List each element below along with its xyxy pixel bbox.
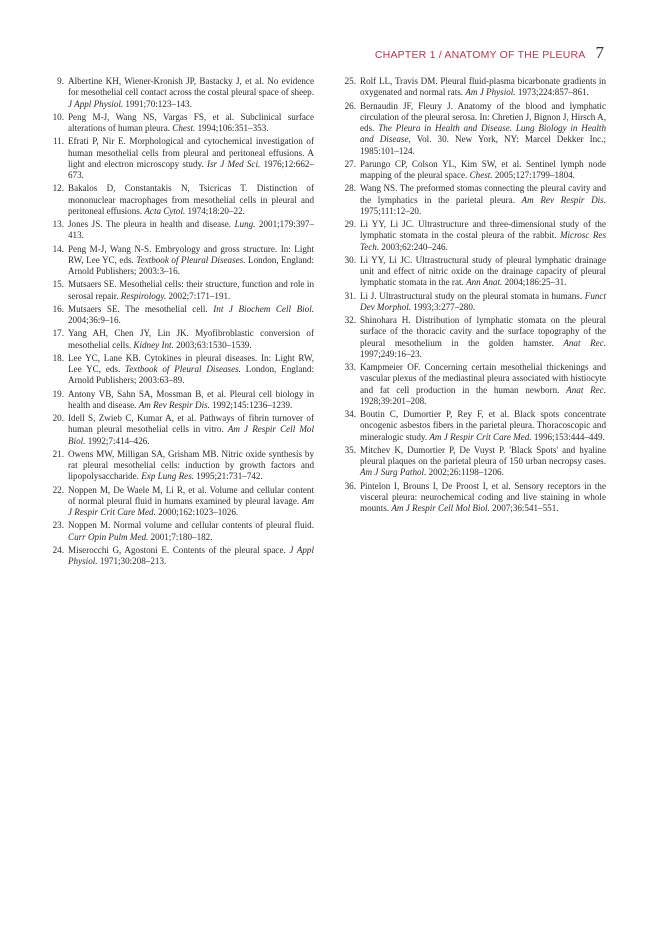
reference-citation: Mitchev K, Dumortier P, De Vuyst P. 'Black Spots' and hyaline pleural plaques on the parietal pleura of 150 urban necropsy cases. <box>360 444 606 466</box>
reference-item <box>50 545 314 568</box>
reference-locator: 1973;224:857–861. <box>515 87 589 98</box>
reference-text <box>360 255 606 289</box>
reference-locator: London, England: Arnold Publishers; 2003:63–89. <box>68 364 314 386</box>
reference-locator: 1997;249:16–23. <box>360 348 422 359</box>
reference-text <box>360 183 606 217</box>
reference-text <box>68 485 314 519</box>
reference-number: 26. <box>344 100 356 111</box>
reference-locator: 1994;106:351–353. <box>195 123 269 133</box>
reference-number: 24. <box>52 544 64 555</box>
reference-citation: Pintelon I, Brouns I, De Proost I, et al. Sensory receptors in the visceral pleura: neurochemical coding and live staining in whole mounts. <box>360 480 606 513</box>
reference-locator: 1992;145:1236–1239. <box>209 399 293 410</box>
reference-item <box>50 244 314 278</box>
reference-item <box>50 520 314 543</box>
reference-item <box>50 279 314 302</box>
reference-citation: Antony VB, Sahn SA, Mossman B, et al. Pleural cell biology in health and disease. <box>68 388 314 410</box>
reference-item <box>50 328 314 351</box>
reference-locator: 1976;12:662–673. <box>68 158 314 180</box>
reference-number: 21. <box>52 448 64 459</box>
reference-text <box>68 183 314 217</box>
reference-locator: 2005;127:1799–1804. <box>492 170 575 180</box>
reference-text <box>360 159 606 182</box>
reference-text <box>360 315 606 360</box>
reference-citation: Bakalos D, Constantakis N, Tsicricas T. Distinction of mononuclear macrophages from mesothelial cells in pleural and peritoneal effusions. <box>68 183 314 216</box>
reference-text <box>68 219 314 242</box>
reference-locator: 1991;70:123–143. <box>123 98 192 109</box>
reference-journal: Textbook of Pleural Diseases. <box>125 364 241 374</box>
reference-citation: Noppen M, De Waele M, Li R, et al. Volume and cellular content of normal pleural fluid in humans examined by pleural lavage. <box>68 484 314 506</box>
reference-journal: Am J Respir Crit Care Med. <box>68 495 314 517</box>
reference-locator: 1974;18:20–22. <box>185 205 245 216</box>
reference-citation: Albertine KH, Wiener-Kronish JP, Bastacky J, et al. No evidence for mesothelial cell contact across the costal pleural space of sheep. <box>68 76 314 98</box>
reference-locator: 2004;186:25–31. <box>502 277 567 288</box>
reference-locator: 1928;39:201–208. <box>360 395 427 406</box>
reference-citation: Mutsaers SE. Mesothelial cells: their structure, function and role in serosal repair. <box>68 279 314 301</box>
reference-citation: Miserocchi G, Agostoni E. Contents of the pleural space. <box>68 544 290 555</box>
reference-locator: 1996;153:444–449. <box>531 431 605 442</box>
reference-citation: Rolf LL, Travis DM. Pleural fluid-plasma bicarbonate gradients in oxygenated and normal rats. <box>360 76 606 98</box>
reference-journal: Anat Rec. <box>566 384 606 395</box>
reference-citation: Peng M-J, Wang N-S. Embryology and gross structure. In: Light RW, Lee YC, eds. <box>68 243 314 265</box>
reference-locator: 2004;36:9–16. <box>68 315 121 325</box>
reference-journal: Anat Rec. <box>563 337 607 348</box>
reference-text <box>68 304 314 327</box>
reference-column-left <box>50 76 314 569</box>
reference-text <box>360 409 606 443</box>
reference-text <box>360 219 606 253</box>
reference-locator: 2003;62:240–246. <box>379 241 448 252</box>
reference-number: 25. <box>344 76 356 86</box>
reference-locator: 1975;111:12–20. <box>360 205 422 216</box>
reference-text <box>68 112 314 135</box>
reference-item <box>50 112 314 135</box>
reference-journal: Respirology. <box>120 290 167 301</box>
reference-number: 32. <box>344 315 356 325</box>
reference-locator: 1993;3:277–280. <box>411 301 476 312</box>
reference-item <box>342 76 606 99</box>
reference-locator: Vol. 30. New York, NY: Marcel Dekker Inc.; 1985:101–124. <box>360 134 607 156</box>
reference-text <box>360 76 606 99</box>
reference-journal: Microsc Res Tech. <box>360 230 606 252</box>
reference-journal: Isr J Med Sci. <box>206 158 261 169</box>
reference-number: 19. <box>52 388 64 399</box>
reference-text <box>68 328 314 351</box>
reference-item <box>50 76 314 110</box>
reference-journal: Lung. <box>234 219 256 229</box>
reference-locator: 2007;36:541–551. <box>489 503 559 513</box>
reference-number: 36. <box>344 480 356 491</box>
reference-citation: Li YY, Li JC. Ultrastructure and three-dimensional study of the lymphatic stomata in the costal pleura of the rabbit. <box>360 219 606 241</box>
reference-locator: 2003;63:1530–1539. <box>173 339 252 350</box>
reference-text <box>68 413 314 447</box>
reference-number: 17. <box>52 328 64 339</box>
reference-journal: Curr Opin Pulm Med. <box>68 531 149 542</box>
reference-locator: 2002;7:171–191. <box>166 290 231 301</box>
reference-number: 10. <box>52 111 64 122</box>
reference-citation: Shinohara H. Distribution of lymphatic stomata on the pleural surface of the thoracic cavity and the surface topography of the pleural mesothelium in the golden hamster. <box>360 315 606 348</box>
reference-item <box>50 304 314 327</box>
reference-item <box>342 255 606 289</box>
reference-citation: Mutsaers SE. The mesothelial cell. <box>68 303 214 314</box>
reference-journal: J Appl Physiol. <box>68 98 124 109</box>
reference-citation: Efrati P, Nir E. Morphological and cytochemical investigation of human mesothelial cells from pleural and peritoneal effusions. A light and electron microscopy study. <box>68 136 314 169</box>
reference-item <box>342 445 606 479</box>
reference-item <box>342 362 606 407</box>
reference-column-right <box>342 76 606 569</box>
running-header <box>375 43 604 63</box>
reference-text <box>68 545 314 568</box>
reference-citation: Idell S, Zwieb C, Kumar A, et al. Pathways of fibrin turnover of human pleural mesothelial cells in vitro. <box>68 413 314 435</box>
reference-journal: Chest. <box>469 170 493 180</box>
reference-number: 11. <box>52 136 64 147</box>
reference-citation: Noppen M. Normal volume and cellular contents of pleural fluid. <box>68 520 314 531</box>
reference-number: 34. <box>344 409 356 419</box>
reference-item <box>342 291 606 314</box>
reference-item <box>342 409 606 443</box>
reference-citation: Boutin C, Dumortier P, Rey F, et al. Black spots concentrate oncogenic asbestos fibers in the parietal pleura. Thoracoscopic and mineralogic study. <box>360 409 606 442</box>
reference-citation: Yang AH, Chen JY, Lin JK. Myofibroblastic conversion of mesothelial cells. <box>68 328 314 350</box>
reference-locator: 1992;7:414–426. <box>85 435 150 446</box>
reference-item <box>50 136 314 181</box>
reference-text <box>68 353 314 387</box>
reference-columns <box>50 76 606 569</box>
reference-citation: Lee YC, Lane KB. Cytokines in pleural diseases. In: Light RW, Lee YC, eds. <box>68 352 314 374</box>
reference-text <box>68 279 314 302</box>
reference-locator: London, England: Arnold Publishers; 2003:3–16. <box>68 254 314 276</box>
reference-item <box>50 219 314 242</box>
reference-item <box>342 315 606 360</box>
reference-citation: Bernaudin JF, Fleury J. Anatomy of the blood and lymphatic circulation of the pleural serosa. In: Chretien J, Bignon J, Hirsch A, eds. <box>360 100 606 133</box>
reference-number: 13. <box>52 219 64 229</box>
reference-locator: 2002;26:1198–1206. <box>426 467 504 478</box>
reference-item <box>342 183 606 217</box>
reference-number: 18. <box>52 352 64 363</box>
reference-number: 14. <box>52 243 64 254</box>
reference-journal: J Appl Physiol. <box>68 544 315 566</box>
reference-journal: Chest. <box>172 123 196 133</box>
reference-journal: Am J Surg Pathol. <box>360 467 427 478</box>
reference-number: 35. <box>344 444 356 455</box>
reference-text <box>68 449 314 483</box>
reference-journal: Am J Respir Crit Care Med. <box>429 431 532 442</box>
reference-citation: Parungo CP, Colson YL, Kim SW, et al. Sentinel lymph node mapping of the pleural space. <box>360 158 606 180</box>
reference-journal: Am J Respir Cell Mol Biol. <box>391 503 490 513</box>
reference-text <box>68 520 314 543</box>
reference-text <box>360 362 606 407</box>
reference-number: 30. <box>344 254 356 265</box>
reference-locator: 1971;30:208–213. <box>97 556 167 566</box>
reference-number: 23. <box>52 520 64 531</box>
page-number: 7 <box>595 43 604 62</box>
reference-item <box>50 413 314 447</box>
reference-journal: Int J Biochem Cell Biol. <box>213 303 314 314</box>
reference-citation: Kampmeier OF. Concerning certain mesothelial thickenings and vascular plexus of the mediastinal pleura associated with histiocyte and fat cell production in the human newborn. <box>360 362 606 395</box>
reference-journal: Kidney Int. <box>133 339 174 350</box>
reference-number: 15. <box>52 279 64 290</box>
reference-text <box>68 136 314 181</box>
reference-text <box>360 291 606 314</box>
reference-locator: 2001;179:397–413. <box>68 219 315 241</box>
reference-text <box>360 101 606 157</box>
reference-number: 31. <box>344 290 356 301</box>
reference-text <box>360 445 606 479</box>
reference-locator: 2000;162:1023–1026. <box>155 507 239 517</box>
reference-journal: Am J Respir Cell Mol Biol. <box>68 424 314 446</box>
reference-citation: Li J. Ultrastructural study on the pleural stomata in humans. <box>360 290 585 301</box>
reference-item <box>342 159 606 182</box>
reference-journal: Exp Lung Res. <box>141 471 195 482</box>
reference-item <box>342 481 606 515</box>
reference-item <box>342 219 606 253</box>
reference-journal: The Pleura in Health and Disease. Lung Biology in Health and Disease, <box>360 123 607 145</box>
reference-text <box>360 481 606 515</box>
reference-number: 29. <box>344 219 356 229</box>
reference-item <box>50 353 314 387</box>
reference-item <box>50 449 314 483</box>
reference-citation: Peng M-J, Wang NS, Vargas FS, et al. Subclinical surface alterations of human pleura. <box>68 111 314 133</box>
reference-text <box>68 244 314 278</box>
reference-number: 16. <box>52 303 64 314</box>
reference-citation: Jones JS. The pleura in health and disease. <box>68 219 235 229</box>
reference-journal: Am J Physiol. <box>465 87 516 98</box>
reference-journal: Am Rev Respir Dis. <box>138 399 210 410</box>
reference-item <box>50 389 314 412</box>
reference-citation: Owens MW, Milligan SA, Grisham MB. Nitric oxide synthesis by rat pleural mesothelial cells: induction by growth factors and lipopolysaccharide. <box>68 448 314 482</box>
reference-item <box>50 485 314 519</box>
reference-item <box>342 101 606 157</box>
reference-locator: 1995;21:731–742. <box>194 471 263 482</box>
reference-journal: Textbook of Pleural Diseases. <box>136 254 246 265</box>
reference-locator: 2001;7:180–182. <box>148 531 213 542</box>
reference-journal: Acta Cytol. <box>144 205 186 216</box>
reference-journal: Ann Anat. <box>466 277 503 288</box>
reference-number: 20. <box>52 413 64 423</box>
reference-number: 12. <box>52 183 64 194</box>
reference-number: 28. <box>344 183 356 194</box>
reference-number: 27. <box>344 158 356 169</box>
reference-journal: Am Rev Respir Dis. <box>521 194 606 205</box>
reference-journal: Funct Dev Morphol. <box>360 290 606 312</box>
reference-number: 22. <box>52 484 64 495</box>
reference-number: 9. <box>57 76 64 86</box>
reference-citation: Wang NS. The preformed stomas connecting the pleural cavity and the lymphatics in the parietal pleura. <box>360 183 606 205</box>
reference-number: 33. <box>344 362 356 372</box>
reference-item <box>50 183 314 217</box>
reference-text <box>68 76 314 110</box>
running-title: CHAPTER 1 / ANATOMY OF THE PLEURA <box>374 49 586 61</box>
reference-text <box>68 389 314 412</box>
reference-citation: Li YY, Li JC. Ultrastructural study of pleural lymphatic drainage unit and effect of nitric oxide on the drainage capacity of pleural lymphatic stomata in the rat. <box>360 254 606 288</box>
